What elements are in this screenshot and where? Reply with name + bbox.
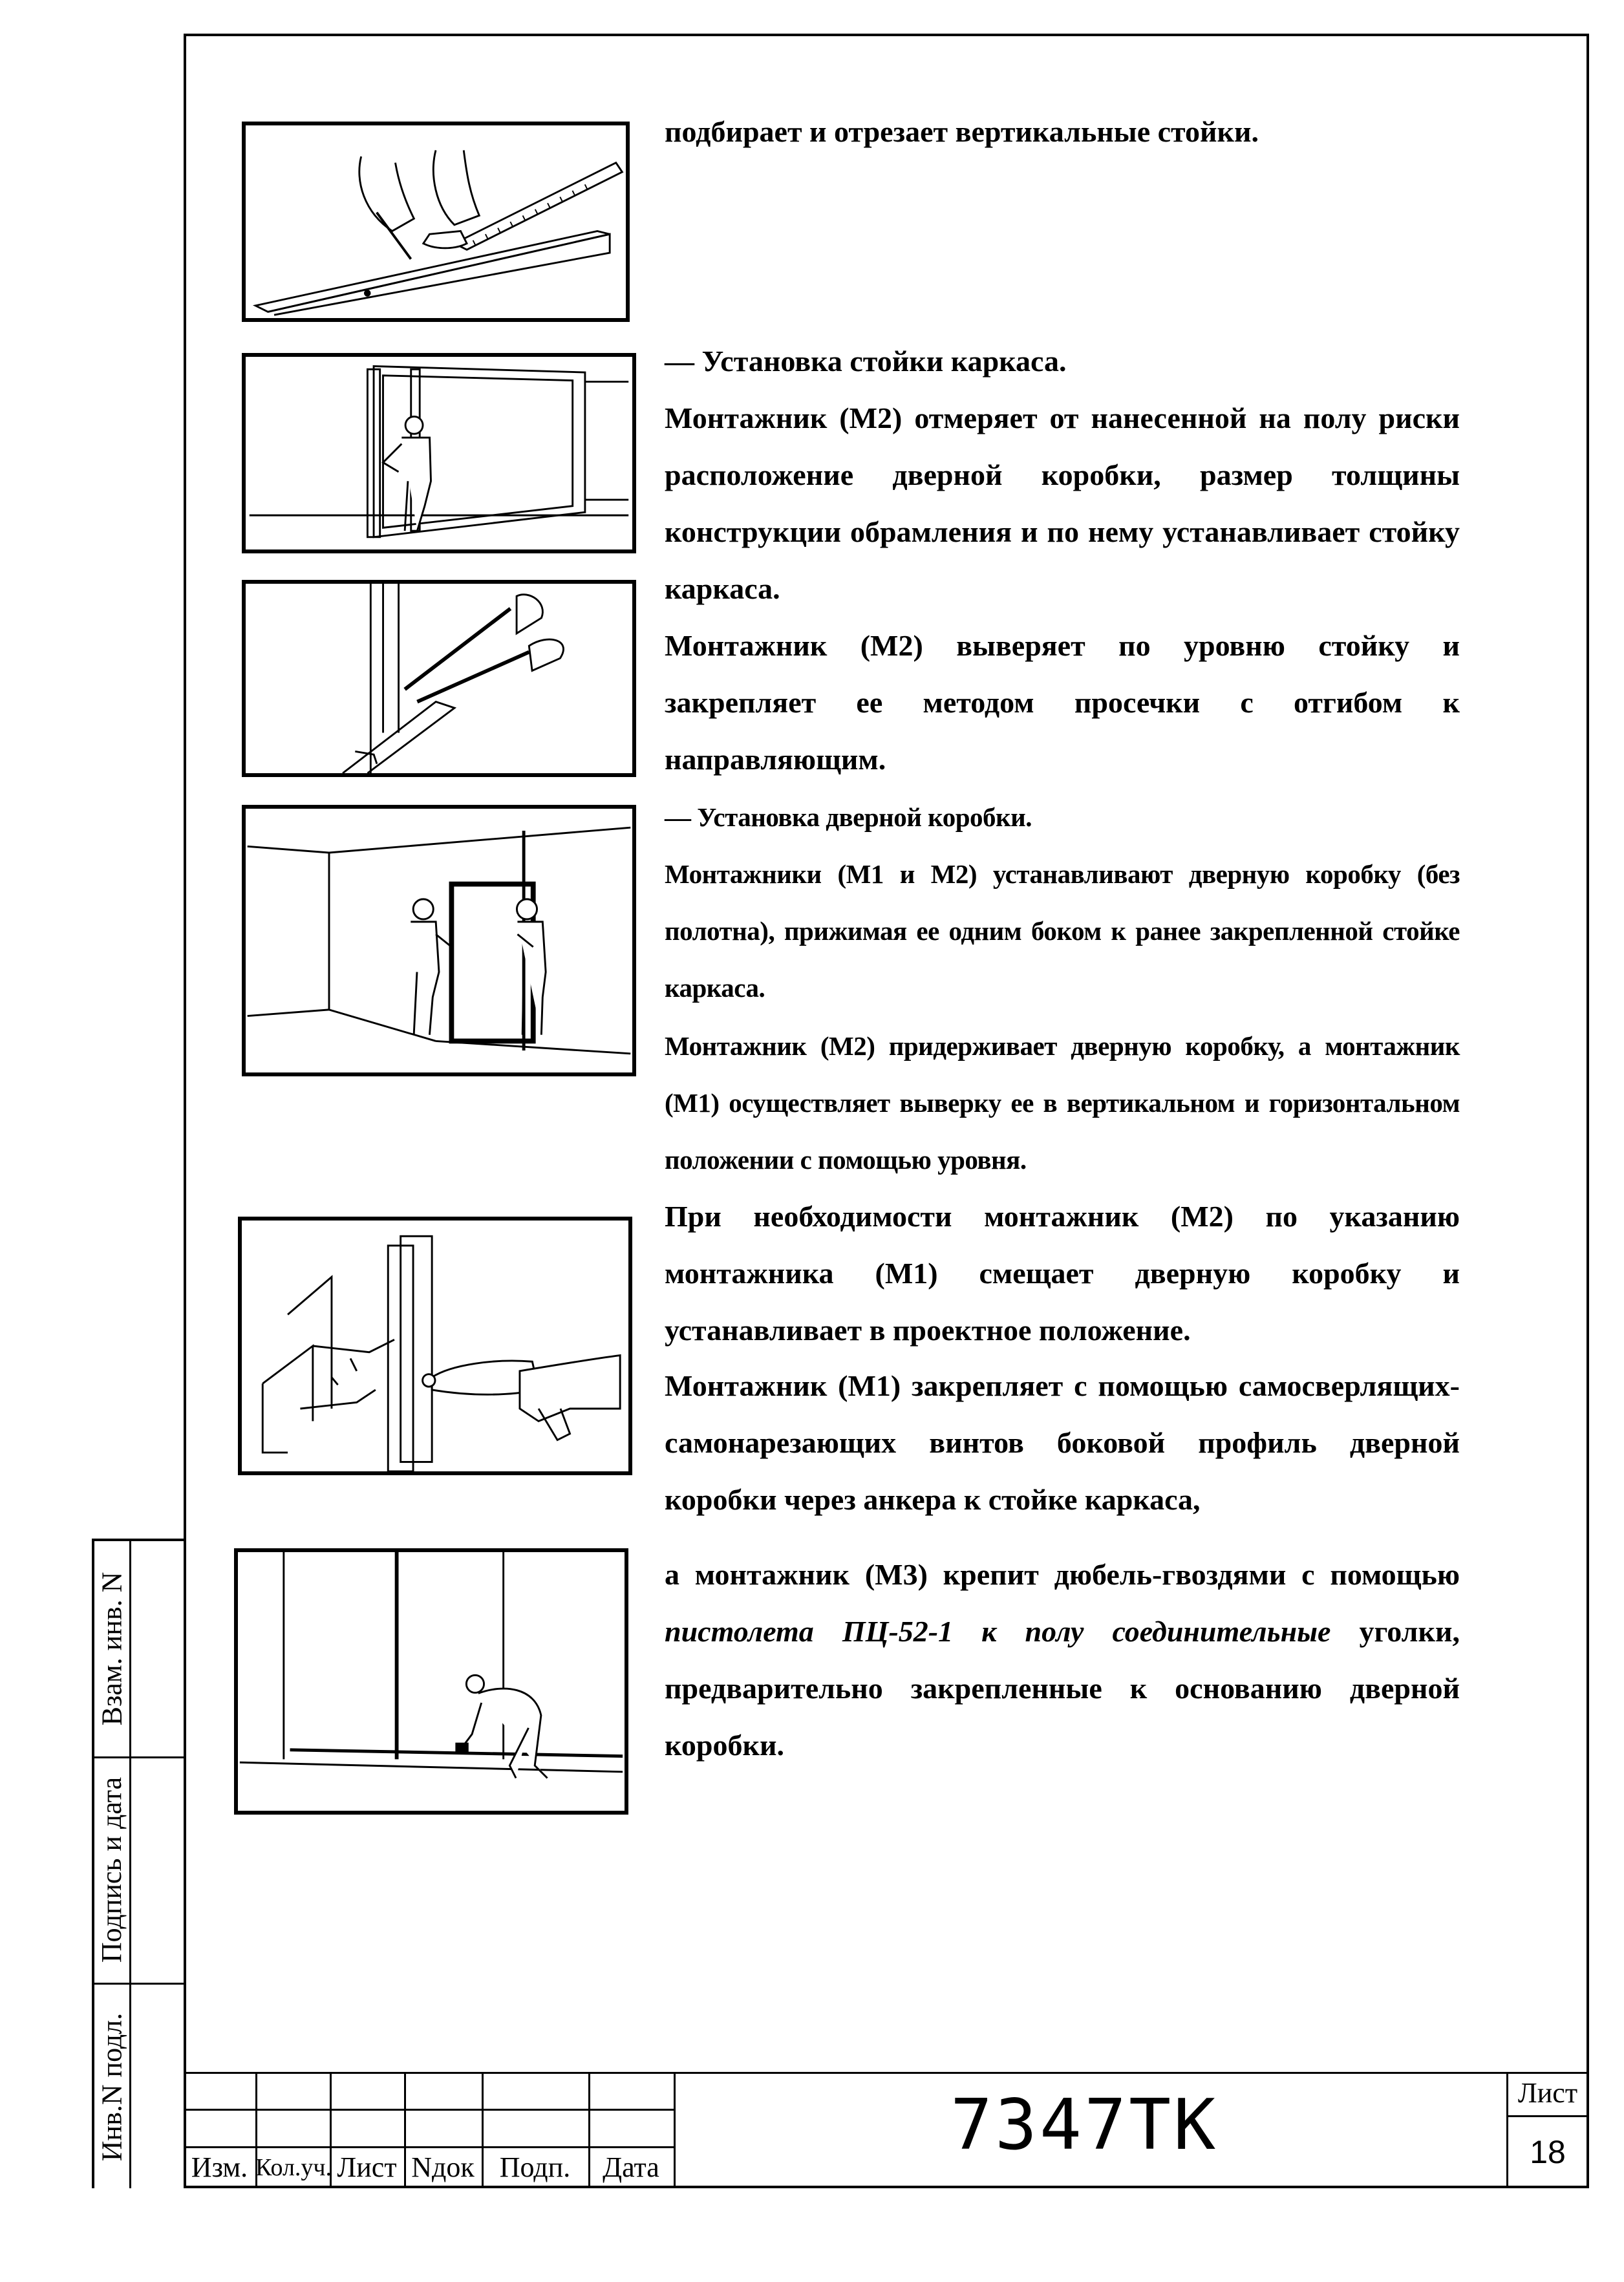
paragraph-corners-nail: а монтажник (М3) крепит дюбель-гвоздями с помощью пистолета ПЦ-52-1 к полу соединительные уголки, предварительно закрепленные к основанию дверной коробки. (665, 1558, 1460, 1762)
side-label-signature-date: Подпись и дата (96, 1776, 128, 1963)
stamp-col-change: Изм. (191, 2151, 248, 2183)
stamp-col-date: Дата (603, 2151, 659, 2183)
paragraph-door-frame-place: Монтажники (М1 и М2) устанавливают дверную коробку (без полотна), прижимая ее одним боком к ранее закрепленной стойке каркаса. (665, 859, 1460, 1003)
stamp-col-doc-number: Nдок (411, 2151, 475, 2183)
sheet-label: Лист (1517, 2077, 1578, 2109)
side-label-replacement: Взам. инв. N (96, 1572, 128, 1726)
stamp-col-sheet: Лист (337, 2151, 397, 2183)
stamp-col-count: Кол.уч. (255, 2154, 332, 2181)
paragraph-cut-studs: подбирает и отрезает вертикальные стойки. (665, 115, 1259, 148)
side-margin-block (92, 1539, 184, 2188)
stamp-col-signature: Подп. (499, 2151, 571, 2183)
illustration-screwing-frame (238, 1217, 632, 1475)
document-code: 7347ТК (950, 2085, 1219, 2166)
illustration-nailing-corners (234, 1548, 628, 1815)
illustration-installing-stud (242, 353, 636, 553)
paragraph-door-frame-align: Монтажник (М2) придерживает дверную коробку, а монтажник (М1) осуществляет выверку ее в вертикальном и горизонтальном положении с помощью уровня. (665, 1031, 1460, 1175)
heading-stud-install: — Установка стойки каркаса. (665, 345, 1067, 378)
illustration-cutting-studs (242, 122, 630, 322)
heading-door-frame-install: — Установка дверной коробки. (665, 802, 1032, 832)
sheet-number: 18 (1530, 2134, 1566, 2170)
side-label-inventory: Инв.N подл. (96, 2012, 128, 2161)
paragraph-door-frame-screw: Монтажник (М1) закрепляет с помощью самосверлящих-самонарезающих винтов боковой профиль дверной коробки через анкера к стойке каркаса, (665, 1369, 1460, 1516)
paragraph-door-frame-shift: При необходимости монтажник (М2) по указанию монтажника (М1) смещает дверную коробку и устанавливает в проектное положение. (665, 1200, 1460, 1347)
illustration-installing-door-frame (242, 805, 636, 1076)
paragraph-stud-measure: Монтажник (М2) отмеряет от нанесенной на полу риски расположение дверной коробки, размер толщины конструкции обрамления и по нему устанавливает стойку каркаса. (665, 401, 1460, 605)
paragraph-stud-level: Монтажник (М2) выверяет по уровню стойку и закрепляет ее методом просечки с отгибом к направляющим. (665, 629, 1460, 776)
illustration-fixing-stud (242, 580, 636, 777)
